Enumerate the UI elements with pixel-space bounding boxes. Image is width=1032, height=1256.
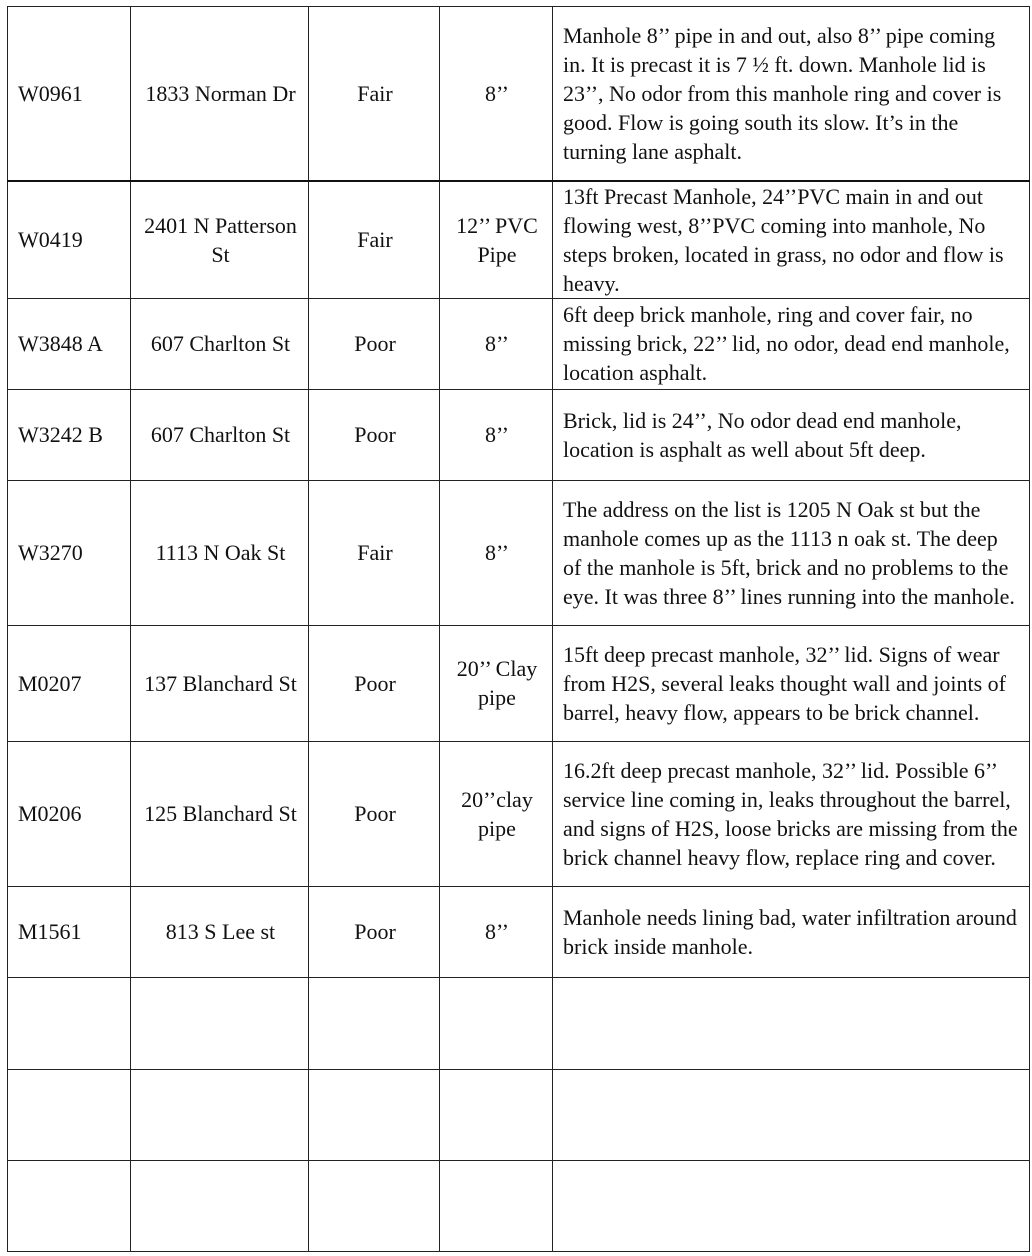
table-row: [8, 886, 1030, 977]
condition-cell: [309, 977, 440, 1069]
address-cell: 813 S Lee st: [131, 886, 309, 977]
table-row: [8, 741, 1030, 886]
manhole-id-cell: [8, 1160, 131, 1251]
manhole-id-cell: [8, 977, 131, 1069]
table-row-empty: [8, 977, 1030, 1069]
manhole-id-cell: W0419: [8, 181, 131, 299]
table-row-empty: [8, 1160, 1030, 1251]
table-row: [8, 625, 1030, 741]
pipe-size-cell: [440, 1069, 553, 1160]
notes-cell: 13ft Precast Manhole, 24’’PVC main in and out flowing west, 8’’PVC coming into manhole, No steps broken, located in grass, no odor and flow is heavy.: [553, 181, 1030, 299]
address-cell: 137 Blanchard St: [131, 625, 309, 741]
notes-cell: Brick, lid is 24’’, No odor dead end manhole, location is asphalt as well about 5ft deep.: [553, 389, 1030, 480]
condition-cell: Poor: [309, 389, 440, 480]
pipe-size-cell: 12’’ PVC Pipe: [440, 181, 553, 299]
condition-cell: Fair: [309, 181, 440, 299]
pipe-size-cell: [440, 1160, 553, 1251]
notes-cell: [553, 1160, 1030, 1251]
manhole-id-cell: W3242 B: [8, 389, 131, 480]
pipe-size-cell: 8’’: [440, 7, 553, 181]
notes-cell: 15ft deep precast manhole, 32’’ lid. Signs of wear from H2S, several leaks thought wall and joints of barrel, heavy flow, appears to be brick channel.: [553, 625, 1030, 741]
pipe-size-cell: 20’’clay pipe: [440, 741, 553, 886]
table-row: [8, 389, 1030, 480]
condition-cell: Poor: [309, 625, 440, 741]
pipe-size-cell: 8’’: [440, 886, 553, 977]
condition-cell: Poor: [309, 298, 440, 389]
table-row: [8, 480, 1030, 625]
manhole-id-cell: W3270: [8, 480, 131, 625]
pipe-size-cell: 8’’: [440, 389, 553, 480]
notes-cell: [553, 977, 1030, 1069]
pipe-size-cell: 20’’ Clay pipe: [440, 625, 553, 741]
pipe-size-cell: 8’’: [440, 298, 553, 389]
address-cell: 125 Blanchard St: [131, 741, 309, 886]
manhole-id-cell: W3848 A: [8, 298, 131, 389]
notes-cell: Manhole 8’’ pipe in and out, also 8’’ pipe coming in. It is precast it is 7 ½ ft. down. Manhole lid is 23’’, No odor from this manhole ring and cover is good. Flow is going south its slow. It’s in the turning lane asphalt.: [553, 7, 1030, 181]
condition-cell: Fair: [309, 7, 440, 181]
notes-cell: The address on the list is 1205 N Oak st but the manhole comes up as the 1113 n oak st. The deep of the manhole is 5ft, brick and no problems to the eye. It was three 8’’ lines running into the manhole.: [553, 480, 1030, 625]
address-cell: 607 Charlton St: [131, 389, 309, 480]
manhole-id-cell: M1561: [8, 886, 131, 977]
table-row: [8, 181, 1030, 299]
manhole-id-cell: M0206: [8, 741, 131, 886]
condition-cell: Fair: [309, 480, 440, 625]
manhole-id-cell: M0207: [8, 625, 131, 741]
address-cell: 1833 Norman Dr: [131, 7, 309, 181]
table-row-empty: [8, 1069, 1030, 1160]
condition-cell: [309, 1069, 440, 1160]
pipe-size-cell: [440, 977, 553, 1069]
address-cell: 1113 N Oak St: [131, 480, 309, 625]
condition-cell: Poor: [309, 741, 440, 886]
notes-cell: Manhole needs lining bad, water infiltration around brick inside manhole.: [553, 886, 1030, 977]
notes-cell: [553, 1069, 1030, 1160]
table-row: [8, 298, 1030, 389]
address-cell: [131, 1069, 309, 1160]
manhole-id-cell: [8, 1069, 131, 1160]
notes-cell: 16.2ft deep precast manhole, 32’’ lid. Possible 6’’ service line coming in, leaks throughout the barrel, and signs of H2S, loose bricks are missing from the brick channel heavy flow, replace ring and cover.: [553, 741, 1030, 886]
condition-cell: [309, 1160, 440, 1251]
condition-cell: Poor: [309, 886, 440, 977]
table-row: [8, 7, 1030, 181]
address-cell: [131, 977, 309, 1069]
address-cell: 2401 N Patterson St: [131, 181, 309, 299]
address-cell: [131, 1160, 309, 1251]
pipe-size-cell: 8’’: [440, 480, 553, 625]
manhole-id-cell: W0961: [8, 7, 131, 181]
notes-cell: 6ft deep brick manhole, ring and cover fair, no missing brick, 22’’ lid, no odor, dead end manhole, location asphalt.: [553, 298, 1030, 389]
manhole-inspection-table: [7, 6, 1030, 1252]
address-cell: 607 Charlton St: [131, 298, 309, 389]
